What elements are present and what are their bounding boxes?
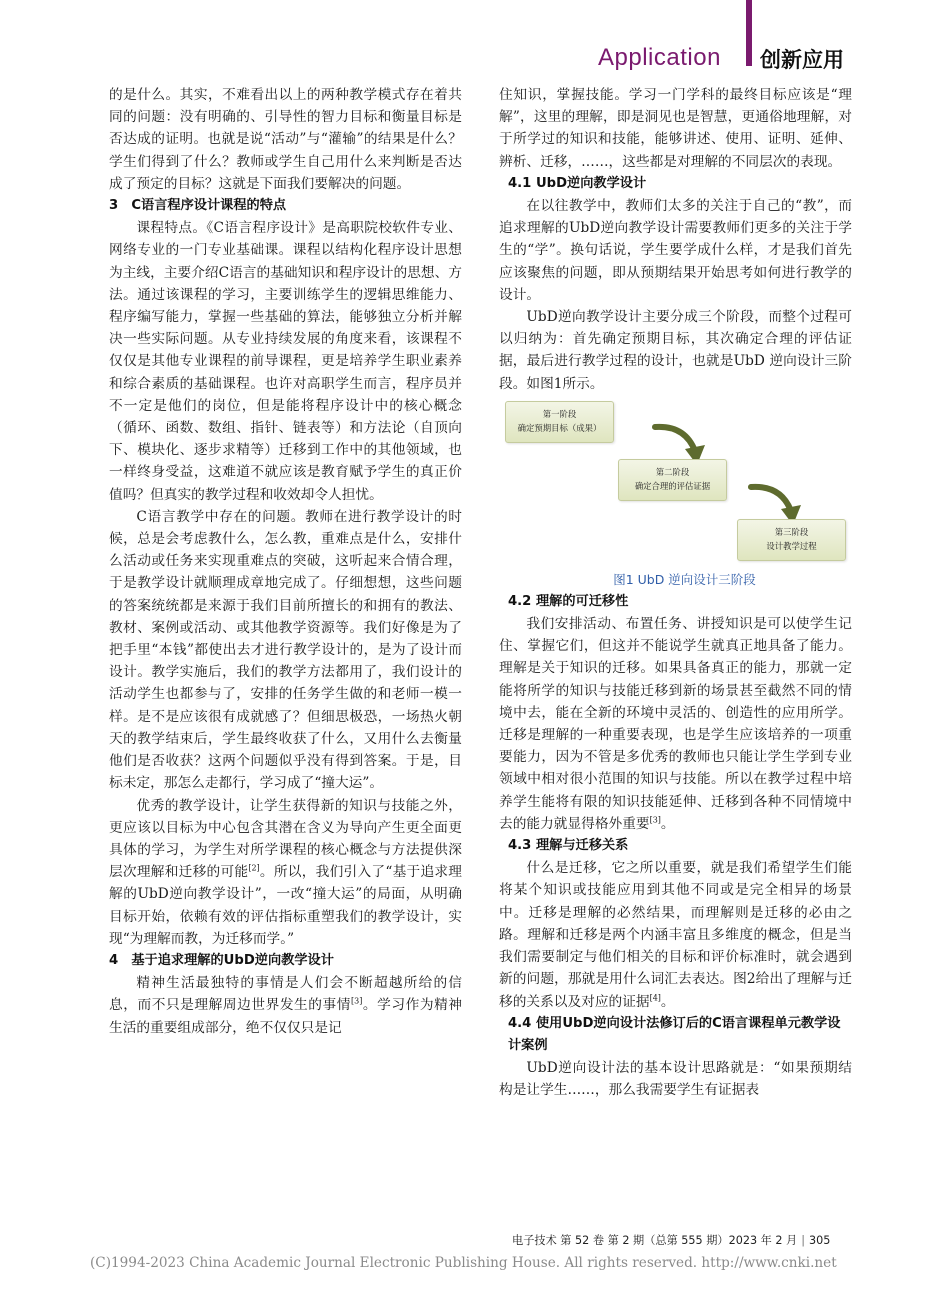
stage-3-box xyxy=(737,519,846,561)
left-paragraph-1: 的是什么。其实，不难看出以上的两种教学模式存在着共同的问题：没有明确的、引导性的智力目标和衡量目标是否达成的证明。也就是说“活动”与“灌输”的结果是什么？学生们得到了什么？教师或学生自己用什么来判断是否达成了预定的目标？这就是下面我们要解决的问题。 xyxy=(109,87,462,192)
right-paragraph-5 xyxy=(499,857,852,1012)
footer-divider: | xyxy=(801,1234,806,1247)
section-3-heading: 3 C语言程序设计课程的特点 xyxy=(109,198,287,214)
right-column xyxy=(499,84,852,1102)
left-column xyxy=(109,84,462,1039)
citation-ref: [4] xyxy=(649,992,661,1002)
stage-name: 设计教学过程 xyxy=(766,540,817,551)
section-4-heading: 4 基于追求理解的UbD逆向教学设计 xyxy=(109,952,334,968)
left-paragraph-5 xyxy=(109,972,462,1039)
stage-name: 确定预期目标（成果） xyxy=(517,422,602,433)
section-4-1-heading: 4.1 UbD逆向教学设计 xyxy=(508,175,647,191)
figure-1-ubd-stages xyxy=(499,399,852,569)
paragraph-text: 。所以，我们引入了“基于追求理解的UbD逆向教学设计”，一改“撞大运”的局面，从明确目标开始，依赖有效的评估指标重塑我们的教学设计，实现“为理解而教，为迁移而学。” xyxy=(109,864,462,947)
stage-title: 第二阶段 xyxy=(655,466,690,477)
paragraph-text: 。学习作为精神生活的重要组成部分，绝不仅仅只是记 xyxy=(109,997,462,1036)
paragraph-text: 。 xyxy=(660,815,675,832)
right-paragraph-3: UbD逆向教学设计主要分成三个阶段，而整个过程可以归纳为：首先确定预期目标，其次确定合理的评估证据，最后进行教学过程的设计，也就是UbD 逆向设计三阶段。如图1所示。 xyxy=(499,309,852,392)
section-4-3-heading: 4.3 理解与迁移关系 xyxy=(508,838,629,854)
journal-info: 电子技术 第 52 卷 第 2 期（总第 555 期）2023 年 2 月 xyxy=(512,1234,798,1247)
paragraph-text: 优秀的教学设计，让学生获得新的知识与技能之外，更应该以目标为中心包含其潜在含义为导向产生更全面更具体的学习，为学生对所学课程的核心概念与方法提供深层次理解和迁移的可能 xyxy=(109,797,462,881)
stage-1-box xyxy=(505,401,614,443)
paragraph-text: 精神生活最独特的事情是人们会不断超越所给的信息，而不只是理解周边世界发生的事情 xyxy=(109,975,462,1014)
citation-ref: [2] xyxy=(248,863,260,873)
page-footer xyxy=(512,1232,830,1248)
page-number: 305 xyxy=(809,1234,831,1247)
header-section-english: Application xyxy=(598,44,721,71)
right-paragraph-6: UbD逆向设计法的基本设计思路就是：“如果预期结构是让学生……，那么我需要学生有证据表 xyxy=(499,1060,852,1099)
copyright-notice: (C)1994-2023 China Academic Journal Electronic Publishing House. All rights reserved. http://www.cnki.net xyxy=(90,1255,837,1271)
paragraph-text: 我们安排活动、布置任务、讲授知识是可以使学生记住、掌握它们，但这并不能说学生就真正地具备了能力。理解是关于知识的迁移。如果具备真正的能力，那就一定能将所学的知识与技能迁移到新的场景甚至截然不同的情境中去，能在全新的环境中灵活的、创造性的应用所学。迁移是理解的一种重要表现，也是学生应该培养的一项重要能力，因为不管是多优秀的教师也只能让学生学到专业领域中相对很小范围的知识与技能。所以在教学过程中培养学生能将有限的知识技能延伸、迁移到各种不同情境中去的能力就显得格外重要 xyxy=(499,616,852,832)
section-4-2-heading: 4.2 理解的可迁移性 xyxy=(508,593,629,609)
citation-ref: [3] xyxy=(351,996,363,1006)
stage-name: 确定合理的评估证据 xyxy=(634,480,711,491)
header-section-chinese: 创新应用 xyxy=(760,48,844,72)
right-paragraph-2: 在以往教学中，教师们太多的关注于自己的“教”，而追求理解的UbD逆向教学设计需要教师们更多的关注于学生的“学”。换句话说，学生要学成什么样，才是我们首先应该聚焦的问题，即从预期结果开始思考如何进行教学的设计。 xyxy=(499,198,852,303)
left-paragraph-4 xyxy=(109,795,462,950)
paragraph-text: 什么是迁移，它之所以重要，就是我们希望学生们能将某个知识或技能应用到其他不同或是完全相异的场景中。迁移是理解的必然结果，而理解则是迁移的必由之路。理解和迁移是两个内涵丰富且多维度的概念，但是当我们需要制定与他们相关的目标和评价标准时，就会遇到新的问题，那就是用什么词汇去表达。图2给出了理解与迁移的关系以及对应的证据 xyxy=(499,860,852,1010)
right-paragraph-1: 住知识，掌握技能。学习一门学科的最终目标应该是“理解”，这里的理解，即是洞见也是智慧，更通俗地理解，对于所学过的知识和技能，能够讲述、使用、证明、延伸、辨析、迁移，……，这些都是对理解的不同层次的表现。 xyxy=(499,87,853,170)
figure-1-caption: 图1 UbD 逆向设计三阶段 xyxy=(613,571,756,587)
stage-2-box xyxy=(618,459,727,501)
left-paragraph-3: C语言教学中存在的问题。教师在进行教学设计的时候，总是会考虑教什么，怎么教，重难点是什么，安排什么活动或任务来实现重难点的突破，这听起来合情合理，于是教学设计就顺理成章地完成了。仔细想想，这些问题的答案统统都是来源于我们目前所擅长的和拥有的教法、教材、案例或活动、或其他教学资源等。我们好像是为了把手里“本钱”都使出去才进行教学设计的，是为了设计而设计。教学实施后，我们的教学方法都用了，我们设计的活动学生也都参与了，安排的任务学生做的和老师一模一样。是不是应该很有成就感了？但细思极恐，一场热火朝天的教学结束后，学生最终收获了什么，又用什么去衡量他们是否收获？这两个问题似乎没有得到答案。于是，目标未定，那怎么走都行，学习成了“撞大运”。 xyxy=(109,508,462,792)
stage-title: 第一阶段 xyxy=(542,408,577,419)
section-4-4-heading: 4.4 使用UbD逆向设计法修订后的C语言课程单元教学设计案例 xyxy=(508,1015,841,1053)
paragraph-text: 。 xyxy=(660,993,675,1010)
right-paragraph-4 xyxy=(499,613,852,835)
header-accent-bar xyxy=(746,0,752,66)
citation-ref: [3] xyxy=(649,815,661,825)
stage-title: 第三阶段 xyxy=(774,526,809,537)
left-paragraph-2: 课程特点。《C语言程序设计》是高职院校软件专业、网络专业的一门专业基础课。课程以结构化程序设计思想为主线，主要介绍C语言的基础知识和程序设计的思想、方法。通过该课程的学习，主要训练学生的逻辑思维能力、程序编写能力，掌握一些基础的算法，能够独立分析并解决一些实际问题。从专业持续发展的角度来看，该课程不仅仅是其他专业课程的前导课程，更是培养学生职业素养和综合素质的基础课程。也许对高职学生而言，程序员并不一定是他们的岗位，但是能将程序设计中的核心概念（循环、函数、数组、指针、链表等）和方法论（自顶向下、模块化、逐步求精等）迁移到工作中的其他领域，也一样终身受益，这难道不就应该是教育赋予学生的真正价值吗？但真实的教学过程和收效却令人担忧。 xyxy=(109,220,462,503)
